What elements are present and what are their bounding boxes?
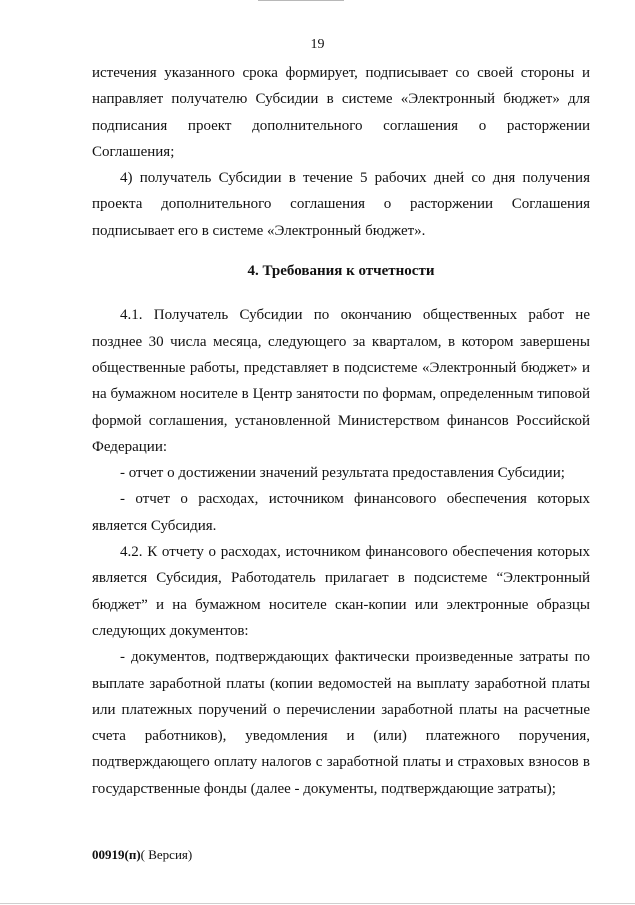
document-code: 00919(п) [92, 847, 141, 862]
document-version: ( Версия) [140, 847, 193, 862]
list-item-cost-documents: - документов, подтверждающих фактически произведенные затраты по выплате заработной платы (копии ведомостей на выплату заработной платы или платежных поручений о перечислении заработной платы на расчетные счета работников), уведомления и (или) платежного поручения, подтверждающего оплату налогов с заработной платы и страховых взносов в государственные фонды (далее - документы, подтверждающие затраты); [92, 649, 590, 797]
paragraph-4-2: 4.2. К отчету о расходах, источником финансового обеспечения которых является Субсидия, Работодатель прилагает в подсистеме “Электронный бюджет” и на бумажном носителе скан-копии или электронные образцы следующих документов: [92, 544, 590, 639]
paragraph-continuation: истечения указанного срока формирует, подписывает со своей стороны и направляет получателю Субсидии в системе «Электронный бюджет» для подписания проект дополнительного соглашения о расторжении Соглашения; [92, 65, 590, 160]
list-item-expense-report: - отчет о расходах, источником финансового обеспечения которых является Субсидия. [92, 491, 590, 534]
section-heading: 4. Требования к отчетности [247, 263, 435, 280]
list-item-result-report: - отчет о достижении значений результата предоставления Субсидии; [120, 465, 565, 482]
document-footer [92, 847, 192, 863]
document-body [92, 60, 590, 802]
page-number: 19 [310, 37, 325, 52]
paragraph-item-4: 4) получатель Субсидии в течение 5 рабочих дней со дня получения проекта дополнительного соглашения о расторжении Соглашения подписывает его в системе «Электронный бюджет». [92, 170, 590, 239]
scan-artifact-top [258, 0, 344, 1]
scan-artifact-bottom [0, 903, 635, 904]
paragraph-4-1: 4.1. Получатель Субсидии по окончанию общественных работ не позднее 30 числа месяца, следующего за кварталом, в котором завершены общественные работы, представляет в подсистеме «Электронный бюджет» и на бумажном носителе в Центр занятости по формам, определенным типовой формой соглашения, установленной Министерством финансов Российской Федерации: [92, 307, 590, 455]
